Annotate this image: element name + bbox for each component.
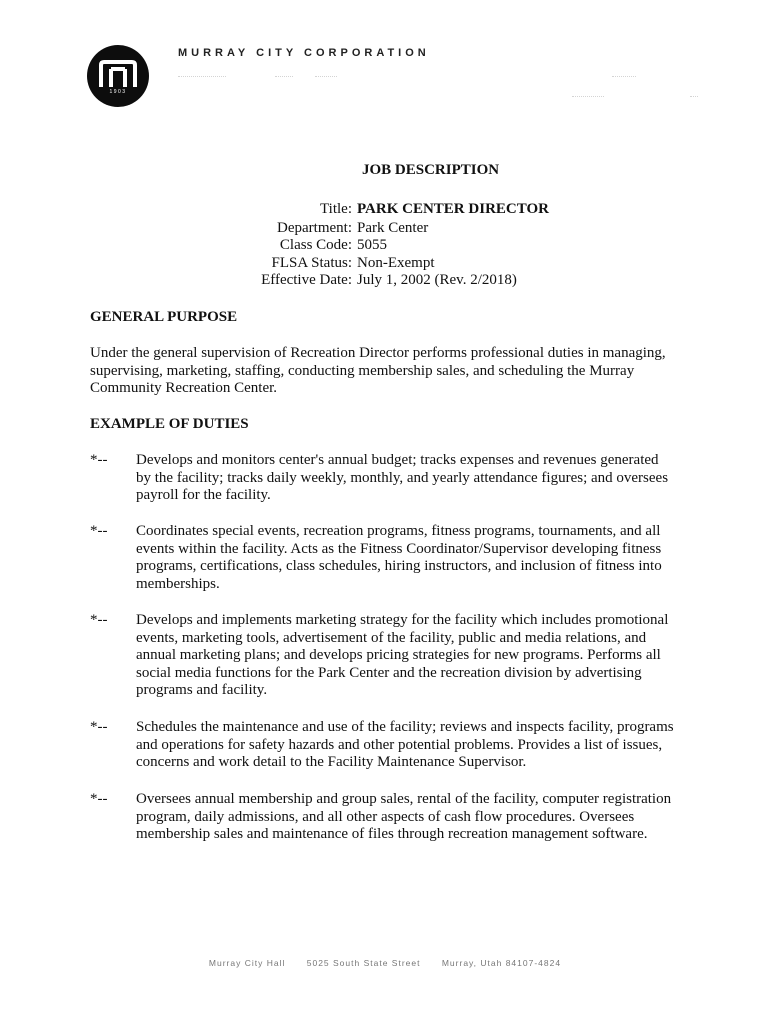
duty-bullet: *-- [90, 612, 108, 628]
meta-row-effective-date [200, 272, 640, 290]
meta-value: 5055 [357, 237, 387, 254]
text-line: Community Recreation Center. [90, 380, 278, 397]
page-footer [0, 958, 770, 968]
job-meta-block [200, 201, 640, 290]
faint-mark [612, 76, 636, 78]
duty-item [90, 791, 690, 844]
text-line: concerns and work detail to the Facility Maintenance Supervisor. [136, 754, 527, 771]
duty-text [136, 612, 684, 700]
duties-heading: EXAMPLE OF DUTIES [90, 416, 249, 432]
meta-label: FLSA Status: [271, 254, 352, 271]
text-line: and operations for safety hazards and other potential problems. Provides a list of issues, [136, 736, 663, 753]
murray-city-logo [87, 45, 149, 107]
faint-mark [690, 96, 698, 98]
text-line: membership sales and maintenance of files through recreation management software. [136, 826, 648, 843]
meta-row-flsa-status [200, 255, 640, 273]
meta-row-department [200, 220, 640, 238]
duty-item [90, 523, 690, 593]
general-purpose-text [90, 345, 690, 398]
meta-row-class-code [200, 237, 640, 255]
meta-value: Park Center [357, 219, 429, 236]
faint-mark [315, 76, 337, 78]
meta-row-title [200, 201, 640, 219]
duty-bullet: *-- [90, 791, 108, 807]
text-line: by the facility; tracks daily weekly, monthly, and yearly attendance figures; and oversees [136, 469, 669, 486]
text-line: programs, certifications, class schedules, hiring instructors, and inclusion of fitness into [136, 558, 662, 575]
text-line: annual marketing plans; and develops pricing strategies for new programs. Performs all [136, 647, 661, 664]
text-line: supervising, marketing, staffing, conducting membership sales, and scheduling the Murray [90, 362, 635, 379]
text-line: Oversees annual membership and group sales, rental of the facility, computer registration [136, 791, 672, 807]
text-line: Under the general supervision of Recreation Director performs professional duties in managing, [90, 345, 666, 361]
logo-year: 1903 [109, 89, 127, 95]
duty-text [136, 523, 684, 593]
logo-m-mark-icon [87, 45, 149, 107]
meta-label: Class Code: [279, 237, 352, 254]
duty-text [136, 791, 684, 844]
text-line: payroll for the facility. [136, 487, 271, 504]
text-line: Develops and monitors center's annual budget; tracks expenses and revenues generated [136, 452, 659, 468]
meta-label: Title: [320, 201, 352, 217]
text-line: Schedules the maintenance and use of the facility; reviews and inspects facility, programs [136, 719, 674, 735]
text-line: social media functions for the Park Center and the recreation division by advertising [136, 664, 642, 681]
document-heading: JOB DESCRIPTION [362, 162, 500, 178]
meta-label: Effective Date: [261, 272, 352, 289]
footer-city: Murray, Utah 84107-4824 [441, 958, 562, 968]
text-line: programs and facility. [136, 682, 268, 699]
duty-bullet: *-- [90, 452, 108, 468]
duty-item [90, 612, 690, 700]
text-line: memberships. [136, 575, 220, 592]
faint-mark [275, 76, 293, 78]
footer-location: Murray City Hall [208, 958, 286, 968]
duty-text [136, 452, 684, 505]
duty-item [90, 719, 690, 772]
duty-item [90, 452, 690, 505]
organization-name: MURRAY CITY CORPORATION [178, 47, 430, 59]
meta-value: July 1, 2002 (Rev. 2/2018) [357, 272, 517, 289]
general-purpose-heading: GENERAL PURPOSE [90, 309, 238, 325]
text-line: program, daily admissions, and all other aspects of cash flow procedures. Oversees [136, 808, 635, 825]
meta-value: Non-Exempt [357, 254, 435, 271]
footer-street: 5025 South State Street [306, 958, 421, 968]
faint-mark [572, 96, 604, 98]
meta-value: PARK CENTER DIRECTOR [357, 201, 549, 217]
duty-bullet: *-- [90, 523, 108, 539]
meta-label: Department: [277, 219, 352, 236]
text-line: Coordinates special events, recreation programs, fitness programs, tournaments, and all [136, 523, 661, 539]
text-line: events within the facility. Acts as the Fitness Coordinator/Supervisor developing fitness [136, 540, 662, 557]
duty-text [136, 719, 684, 772]
faint-mark [178, 76, 226, 78]
text-line: Develops and implements marketing strategy for the facility which includes promotional [136, 612, 669, 628]
duty-bullet: *-- [90, 719, 108, 735]
text-line: events, marketing tools, advertisement of the facility, public and media relations, and [136, 629, 647, 646]
